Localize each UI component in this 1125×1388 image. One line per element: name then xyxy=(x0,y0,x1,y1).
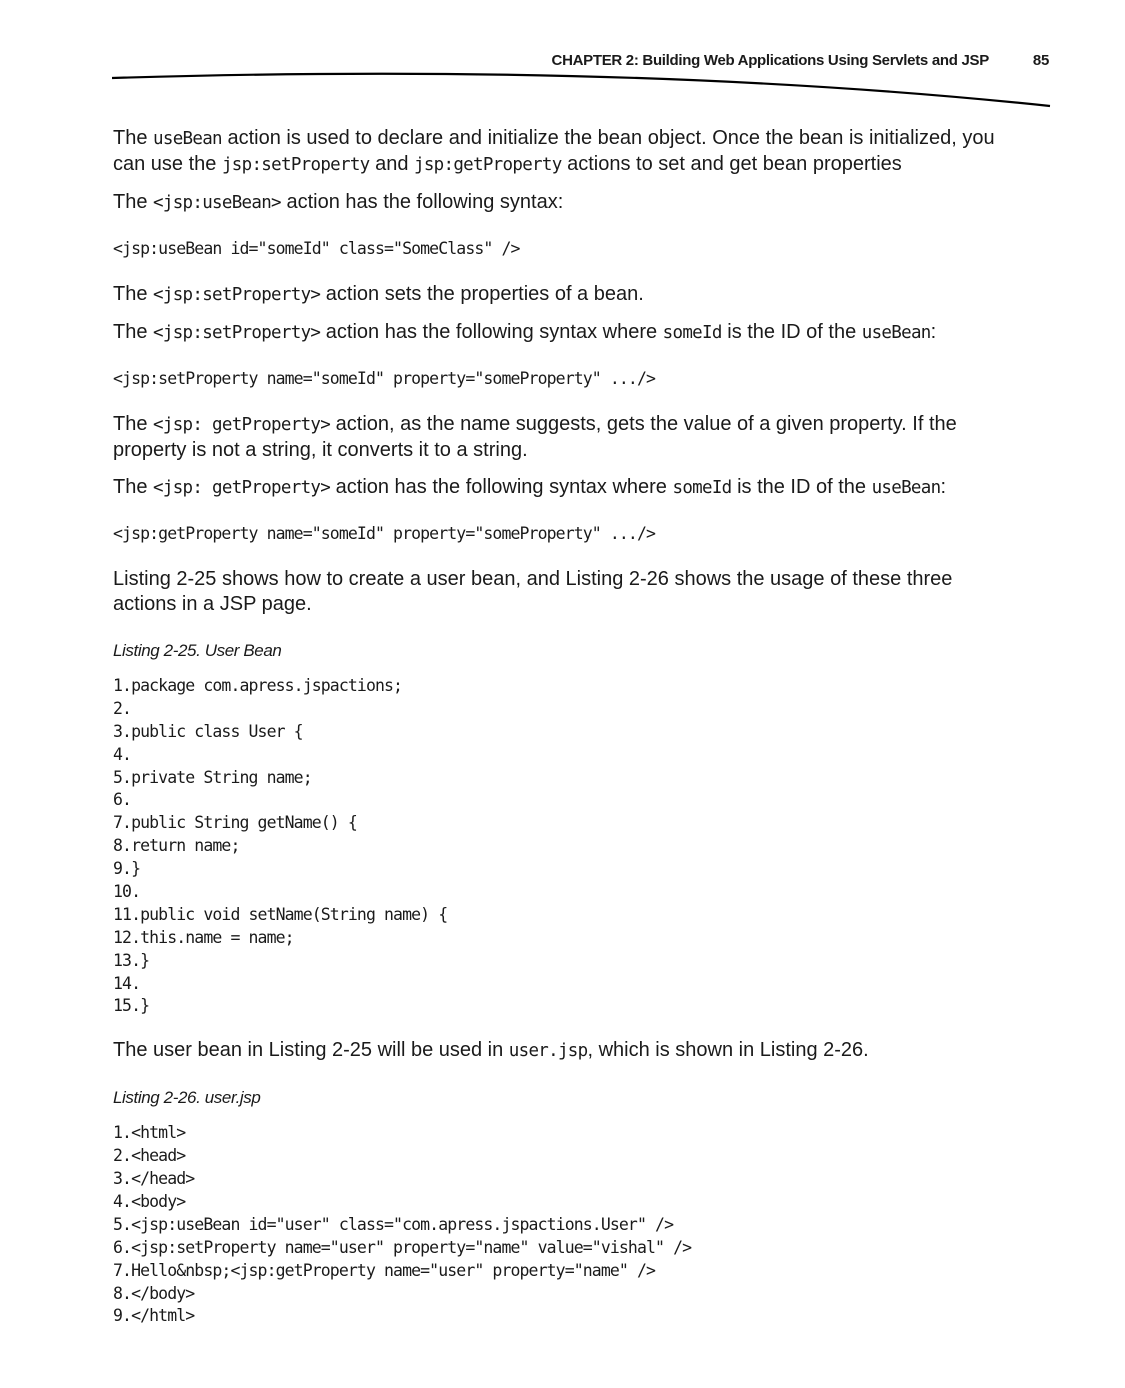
code-line: 4.<body> xyxy=(113,1192,186,1212)
code-line: 12.this.name = name; xyxy=(113,927,294,947)
code-line: 7.public String getName() { xyxy=(113,813,357,833)
code-line: 5.<jsp:useBean id="user" class="com.apress.jspactions.User" /> xyxy=(113,1214,674,1234)
code-line: 11.public void setName(String name) { xyxy=(113,904,448,924)
paragraph-usebean-intro: The useBean action is used to declare and initialize the bean object. Once the bean is initialized, you can use the jsp:setProperty and jsp:getProperty actions to set and get bean properties xyxy=(113,127,995,175)
code-line: 2.<head> xyxy=(113,1146,186,1166)
code-line: 8.return name; xyxy=(113,836,240,856)
code-line: 9.</html> xyxy=(113,1306,195,1326)
code-line: 3.</head> xyxy=(113,1169,195,1189)
code-line: 13.} xyxy=(113,950,150,970)
code-line: 7.Hello&nbsp;<jsp:getProperty name="user" property="name" /> xyxy=(113,1260,656,1280)
paragraph-listings-intro: Listing 2-25 shows how to create a user bean, and Listing 2-26 shows the usage of these three actions in a JSP page. xyxy=(113,568,953,615)
code-line: 14. xyxy=(113,973,141,993)
code-line: 15.} xyxy=(113,996,150,1016)
paragraph-getproperty-intro: The <jsp: getProperty> action, as the name suggests, gets the value of a given property. If the property is not a string, it converts it to a string. xyxy=(113,413,957,461)
listing-25-caption: Listing 2-25. User Bean xyxy=(113,641,282,660)
paragraph-getproperty-syntax: The <jsp: getProperty> action has the following syntax where someId is the ID of the useBean: xyxy=(113,476,947,498)
paragraph-user-jsp: The user bean in Listing 2-25 will be used in user.jsp, which is shown in Listing 2-26. xyxy=(113,1039,869,1062)
code-line: 6.<jsp:setProperty name="user" property="name" value="vishal" /> xyxy=(113,1237,692,1257)
running-header xyxy=(552,52,1049,69)
code-line: 6. xyxy=(113,790,132,810)
code-line: 5.private String name; xyxy=(113,767,312,787)
code-line: 2. xyxy=(113,698,132,718)
code-line: 4. xyxy=(113,744,132,764)
header-rule xyxy=(112,68,1052,112)
listing-25-code xyxy=(113,675,1013,1018)
code-getproperty-syntax: <jsp:getProperty name="someId" property="someProperty" .../> xyxy=(113,524,656,543)
paragraph-usebean-syntax: The <jsp:useBean> action has the following syntax: xyxy=(113,191,564,213)
code-setproperty-syntax: <jsp:setProperty name="someId" property="someProperty" .../> xyxy=(113,369,656,388)
code-line: 1.package com.apress.jspactions; xyxy=(113,676,403,695)
page-content xyxy=(113,126,1013,1348)
listing-26-code xyxy=(113,1122,1013,1328)
code-line: 8.</body> xyxy=(113,1283,195,1303)
code-line: 10. xyxy=(113,882,141,902)
paragraph-setproperty-syntax: The <jsp:setProperty> action has the following syntax where someId is the ID of the useBean: xyxy=(113,321,937,343)
paragraph-setproperty-intro: The <jsp:setProperty> action sets the properties of a bean. xyxy=(113,283,644,305)
chapter-title: CHAPTER 2: Building Web Applications Using Servlets and JSP xyxy=(551,52,989,69)
code-line: 3.public class User { xyxy=(113,721,303,741)
listing-26-caption: Listing 2-26. user.jsp xyxy=(113,1088,261,1108)
code-line: 1.<html> xyxy=(113,1123,186,1143)
code-usebean-syntax: <jsp:useBean id="someId" class="SomeClass" /> xyxy=(113,239,520,258)
code-line: 9.} xyxy=(113,859,141,879)
page-number: 85 xyxy=(1032,52,1049,69)
